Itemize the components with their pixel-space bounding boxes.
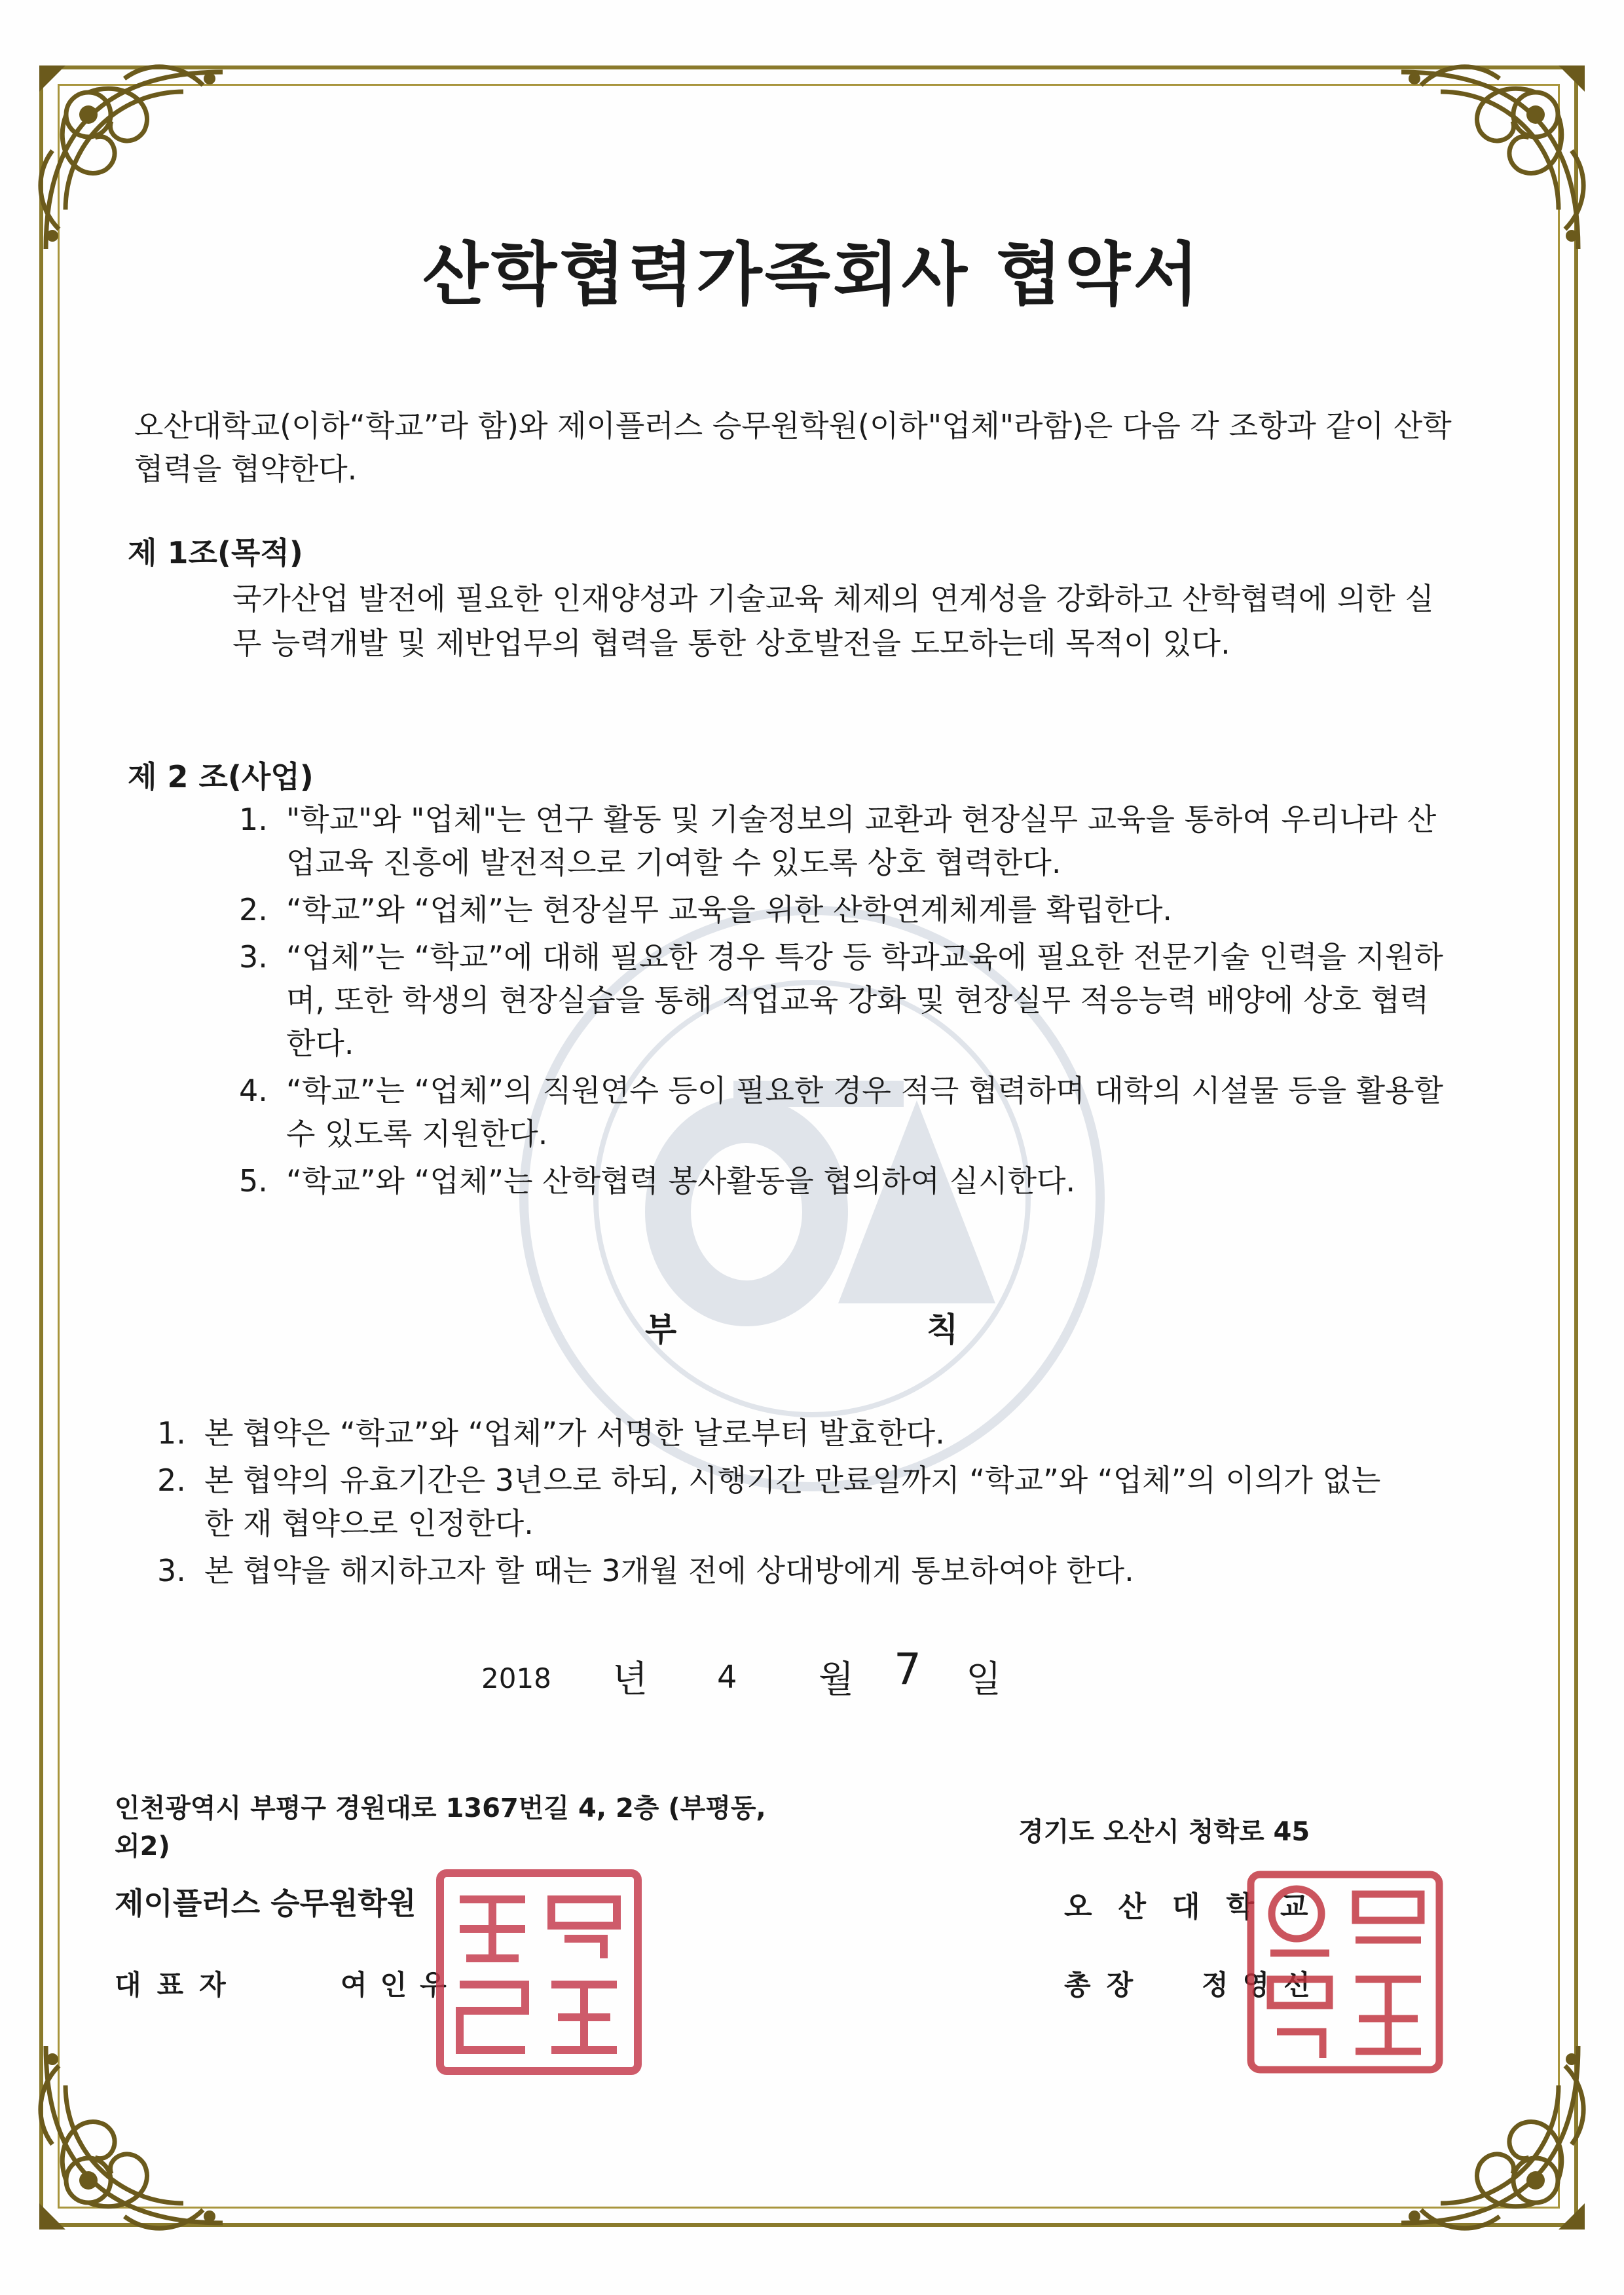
article2-item-list [239, 798, 1457, 1206]
supplementary-heading-right: 칙 [927, 1311, 959, 1349]
item-number: 2. [239, 892, 268, 927]
list-item [239, 798, 1457, 884]
party1-rep-title: 대표자 [115, 1969, 242, 2001]
item-text: “학교”와 “업체”는 현장실무 교육을 위한 산학연계체계를 확립한다. [286, 892, 1173, 927]
item-text: 본 협약을 해지하고자 할 때는 3개월 전에 상대방에게 통보하여야 한다. [204, 1553, 1134, 1588]
item-text: “학교”와 “업체”는 산학협력 봉사활동을 협의하여 실시한다. [286, 1163, 1076, 1199]
date-month-handwritten: 4 [717, 1659, 737, 1696]
supplementary-item-list [157, 1411, 1401, 1596]
item-number: 1. [239, 802, 268, 837]
party2-organization: 오산대학교 [1064, 1890, 1335, 1924]
university-seal-stamp [1244, 1868, 1446, 2076]
party2-address: 경기도 오산시 청학로 45 [1018, 1817, 1310, 1847]
item-number: 5. [239, 1163, 268, 1199]
list-item [239, 1069, 1457, 1155]
item-text: 본 협약의 유효기간은 3년으로 하되, 시행기간 만료일까지 “학교”와 “업체”의 이의가 없는 한 재 협약으로 인정한다. [204, 1463, 1381, 1541]
party2-rep-title: 총장 [1064, 1969, 1149, 2001]
item-text: “학교”는 “업체”의 직원연수 등이 필요한 경우 적극 협력하며 대학의 시설물 등을 활용할 수 있도록 지원한다. [286, 1073, 1443, 1151]
document-title: 산학협력가족회사 협약서 [422, 234, 1202, 314]
date-year-handwritten: 2018 [481, 1662, 551, 1694]
date-day-label: 일 [966, 1658, 1002, 1701]
party1-address: 인천광역시 부평구 경원대로 1367번길 4, 2층 (부평동, 외2) [115, 1793, 766, 1861]
article1-heading: 제 1조(목적) [128, 535, 303, 570]
article1-body: 국가산업 발전에 필요한 인재양성과 기술교육 체제의 연계성을 강화하고 산학협력에 의한 실무 능력개발 및 제반업무의 협력을 통한 상호발전을 도모하는데 목적이 있다. [232, 581, 1434, 661]
item-number: 1. [157, 1415, 186, 1451]
item-text: 본 협약은 “학교”와 “업체”가 서명한 날로부터 발효한다. [204, 1415, 945, 1451]
ornament-corner-bottom-left [26, 2026, 242, 2243]
article2-heading: 제 2 조(사업) [128, 759, 314, 794]
intro-paragraph: 오산대학교(이하“학교”라 함)와 제이플러스 승무원학원(이하"업체"라함)은 다음 각 조항과 같이 산학협력을 협약한다. [134, 408, 1452, 487]
party1-rep-name: 여인우 [341, 1969, 460, 2001]
supplementary-heading-left: 부 [645, 1311, 677, 1349]
item-number: 2. [157, 1463, 186, 1498]
list-item [157, 1459, 1401, 1545]
list-item [157, 1549, 1401, 1592]
company-seal-stamp [434, 1867, 644, 2078]
date-day-handwritten: 7 [894, 1644, 921, 1694]
item-number: 3. [239, 939, 268, 975]
party2-rep-name: 정영선 [1202, 1969, 1325, 2001]
list-item [239, 888, 1457, 931]
party1-organization: 제이플러스 승무원학원 [115, 1886, 416, 1921]
list-item [239, 935, 1457, 1065]
item-text: "학교"와 "업체"는 연구 활동 및 기술정보의 교환과 현장실무 교육을 통하여 우리나라 산업교육 진흥에 발전적으로 기여할 수 있도록 상호 협력한다. [286, 802, 1437, 880]
list-item [239, 1159, 1457, 1203]
item-number: 3. [157, 1553, 186, 1588]
list-item [157, 1411, 1401, 1455]
item-text: “업체”는 “학교”에 대해 필요한 경우 특강 등 학과교육에 필요한 전문기술 인력을 지원하며, 또한 학생의 현장실습을 통해 직업교육 강화 및 현장실무 적응능력 배양에 상호 협력한다. [286, 939, 1443, 1061]
date-month-label: 월 [819, 1658, 855, 1701]
date-year-label: 년 [612, 1658, 648, 1701]
item-number: 4. [239, 1073, 268, 1108]
